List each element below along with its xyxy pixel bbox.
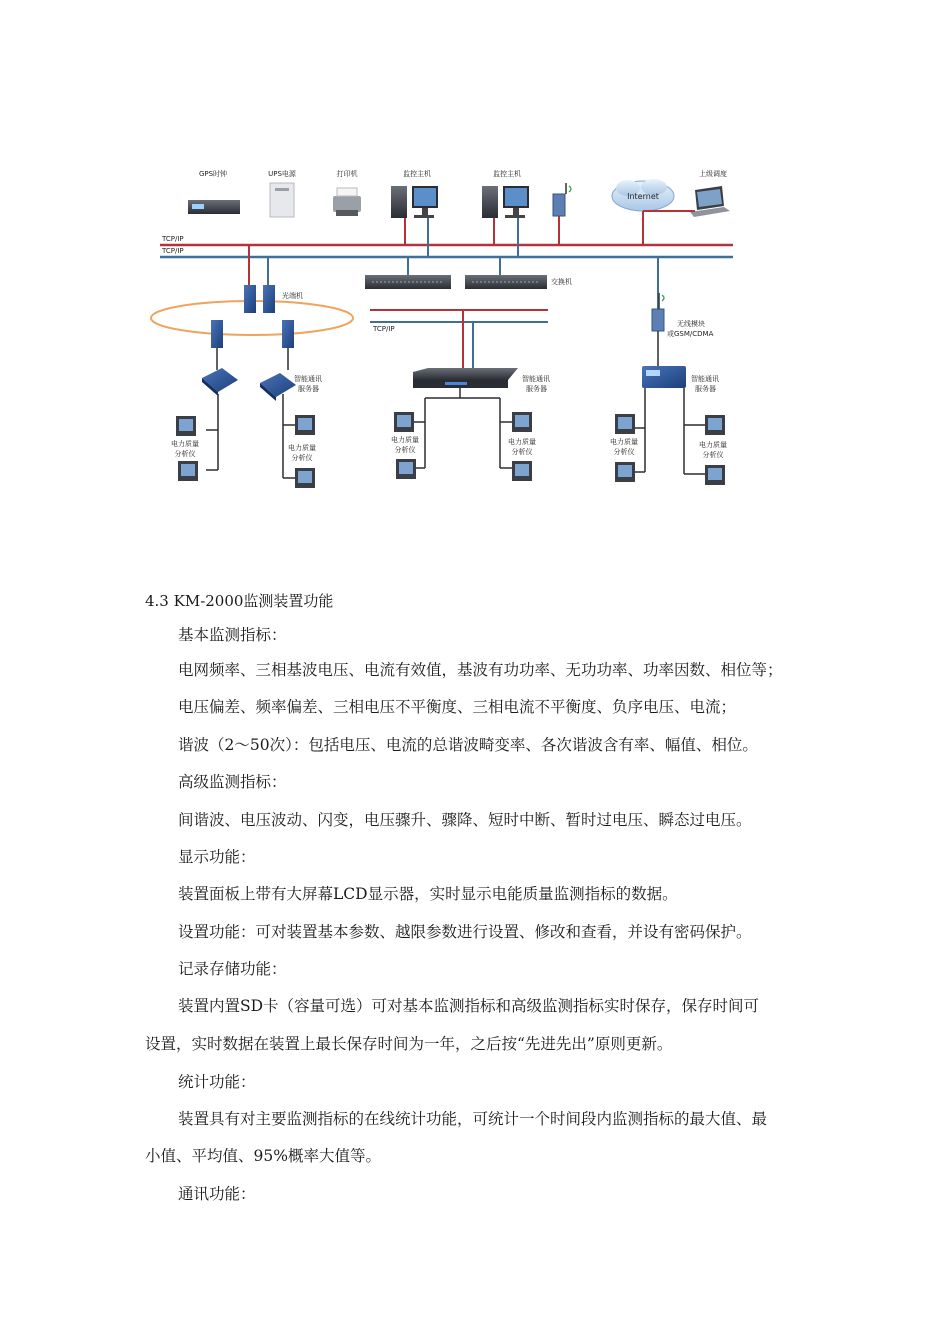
comm-server-icon-4 (642, 366, 686, 388)
comm-server-icon-3 (413, 368, 518, 388)
paragraph-display-heading: 显示功能： (178, 848, 256, 866)
label-gps-clock: GPS时钟 (198, 170, 228, 178)
paragraph-statistics-line-2: 小值、平均值、95%概率大值等。 (145, 1147, 381, 1165)
label-server-1b: 服务器 (298, 385, 319, 393)
pq-analyzer-icon-8 (512, 461, 532, 481)
label-server-2b: 服务器 (526, 385, 547, 393)
pq-analyzer-icon-1 (176, 416, 196, 436)
label-monitor-host-2: 监控主机 (493, 170, 521, 178)
paragraph-storage-line-2: 设置，实时数据在装置上最长保存时间为一年，之后按“先进先出”原则更新。 (145, 1035, 673, 1053)
label-printer: 打印机 (336, 170, 358, 178)
section-title: 4.3 KM-2000监测装置功能 (145, 592, 334, 610)
switch-icon-2 (465, 275, 547, 289)
paragraph-storage-heading: 记录存储功能： (178, 960, 287, 978)
label-pq-6a: 电力质量 (699, 441, 727, 449)
gps-clock-icon (188, 200, 240, 214)
label-wireless-module-1: 无线模块 (677, 320, 705, 328)
ups-power-icon (270, 183, 294, 217)
paragraph-communication-heading: 通讯功能： (178, 1185, 256, 1203)
label-pq-1a: 电力质量 (171, 440, 199, 448)
switch-links (408, 257, 500, 275)
optical-transceiver-icon-4 (282, 320, 294, 348)
paragraph-storage-line-1: 装置内置SD卡（容量可选）可对基本监测指标和高级监测指标实时保存，保存时间可 (178, 997, 760, 1015)
label-optical-transceiver: 光端机 (282, 292, 303, 300)
right-branch-links (635, 388, 705, 474)
monitor-host-2-icon (482, 186, 529, 218)
label-switch: 交换机 (551, 278, 572, 286)
label-ups-power: UPS电源 (268, 170, 296, 178)
top-device-links (405, 211, 695, 310)
label-tcpip-3: TCP/IP (373, 325, 395, 333)
paragraph-basic-indicators-1: 电网频率、三相基波电压、电流有效值，基波有功功率、无功功率、功率因数、相位等； (178, 661, 783, 679)
label-tcpip-2: TCP/IP (162, 247, 184, 255)
label-monitor-host-1: 监控主机 (403, 170, 431, 178)
paragraph-harmonics: 谐波（2～50次）：包括电压、电流的总谐波畸变率、各次谐波含有率、幅值、相位。 (178, 736, 758, 754)
label-server-2a: 智能通讯 (522, 375, 550, 383)
paragraph-settings: 设置功能：可对装置基本参数、越限参数进行设置、修改和查看，并设有密码保护。 (178, 923, 752, 941)
label-server-3b: 服务器 (695, 385, 716, 393)
laptop-icon (690, 186, 730, 217)
pq-analyzer-icon-5 (394, 412, 414, 432)
pq-analyzer-icon-10 (615, 462, 635, 482)
paragraph-basic-indicators-2: 电压偏差、频率偏差、三相电压不平衡度、三相电流不平衡度、负序电压、电流； (178, 698, 737, 716)
pq-analyzer-icon-4 (295, 468, 315, 488)
monitor-host-1-icon (391, 186, 438, 218)
comm-server-icon-1 (202, 368, 238, 396)
wireless-router-icon (553, 183, 571, 216)
comm-server-icon-2 (260, 373, 296, 401)
paragraph-basic-indicators-heading: 基本监测指标： (178, 626, 287, 644)
middle-bus (370, 310, 548, 370)
label-wireless-module-2: 或GSM/CDMA (667, 330, 714, 338)
label-upper-dispatch: 上级调度 (699, 170, 727, 178)
left-branch-links (206, 348, 295, 478)
pq-analyzer-icon-7 (512, 412, 532, 432)
optical-transceiver-icon-2 (263, 285, 275, 313)
label-pq-4b: 分析仪 (511, 448, 533, 456)
pq-analyzer-icon-6 (396, 459, 416, 479)
pq-analyzer-icon-12 (705, 465, 725, 485)
pq-analyzer-icon-3 (295, 415, 315, 435)
printer-icon (333, 188, 361, 216)
pq-analyzer-icon-11 (705, 415, 725, 435)
paragraph-statistics-line-1: 装置具有对主要监测指标的在线统计功能，可统计一个时间段内监测指标的最大值、最 (178, 1110, 768, 1128)
paragraph-advanced-indicators-heading: 高级监测指标： (178, 773, 287, 791)
paragraph-statistics-heading: 统计功能： (178, 1073, 256, 1091)
switch-icon-1 (365, 275, 451, 289)
label-internet: Internet (627, 192, 659, 201)
label-tcpip-1: TCP/IP (162, 235, 184, 243)
pq-analyzer-icon-2 (178, 461, 198, 481)
label-pq-4a: 电力质量 (508, 438, 536, 446)
label-pq-5a: 电力质量 (610, 438, 638, 446)
label-server-1a: 智能通讯 (294, 375, 322, 383)
label-pq-1b: 分析仪 (174, 450, 196, 458)
network-topology-diagram (0, 0, 950, 520)
label-pq-3b: 分析仪 (394, 446, 416, 454)
optical-transceiver-icon-1 (244, 285, 256, 313)
label-pq-2b: 分析仪 (291, 454, 313, 462)
paragraph-advanced-indicators: 间谐波、电压波动、闪变，电压骤升、骤降、短时中断、暂时过电压、瞬态过电压。 (178, 811, 752, 829)
paragraph-display: 装置面板上带有大屏幕LCD显示器，实时显示电能质量监测指标的数据。 (178, 885, 678, 903)
label-pq-5b: 分析仪 (613, 448, 635, 456)
label-pq-6b: 分析仪 (702, 451, 724, 459)
label-pq-2a: 电力质量 (288, 444, 316, 452)
optical-transceiver-links (249, 245, 268, 285)
optical-transceiver-icon-3 (211, 320, 223, 348)
label-server-3a: 智能通讯 (691, 375, 719, 383)
label-pq-3a: 电力质量 (391, 436, 419, 444)
middle-branch-links (414, 388, 512, 468)
pq-analyzer-icon-9 (615, 414, 635, 434)
